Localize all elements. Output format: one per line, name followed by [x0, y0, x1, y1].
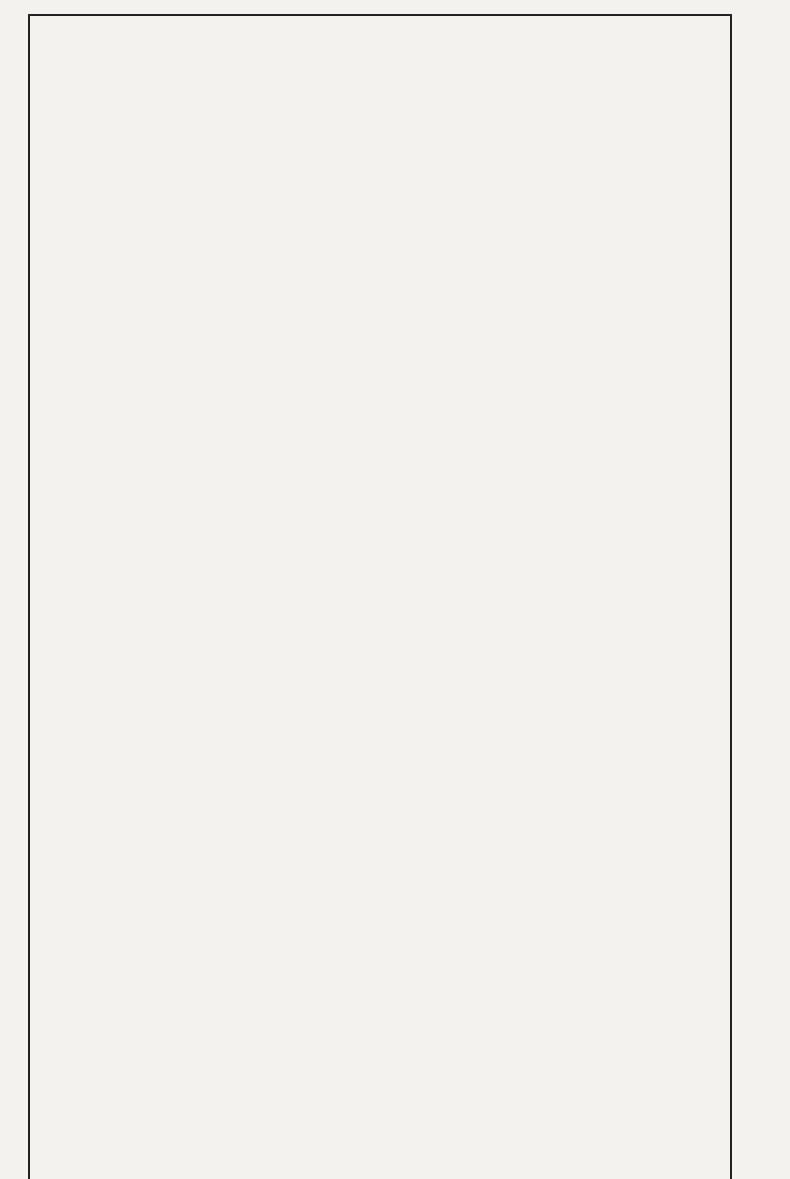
index-table — [28, 14, 732, 1179]
